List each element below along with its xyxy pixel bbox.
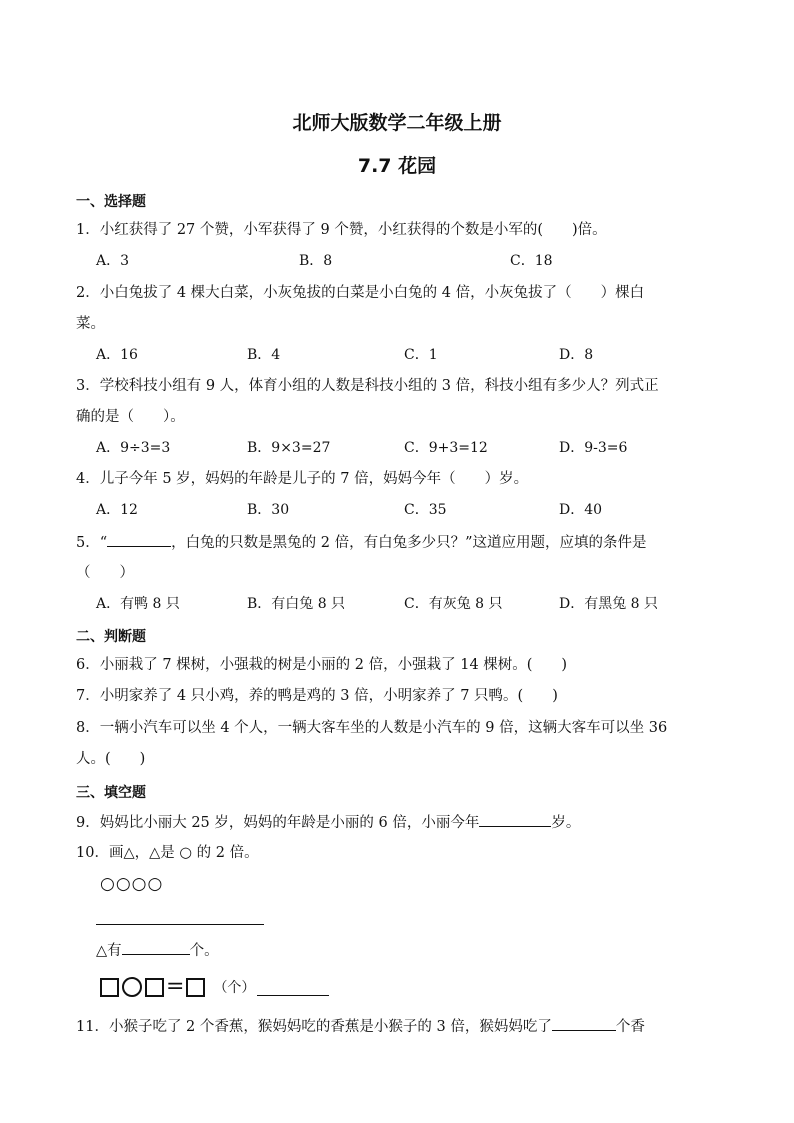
q2-option-c: C．1 bbox=[404, 347, 438, 363]
q4-option-c: C．35 bbox=[404, 502, 447, 518]
equals-sign: = bbox=[166, 974, 185, 999]
unit-label: （个） bbox=[213, 980, 256, 996]
q10-equation-row bbox=[100, 974, 329, 1000]
question-2-line-2: 菜。 bbox=[76, 316, 105, 332]
q1-option-a: A．3 bbox=[96, 253, 130, 269]
q10-answer-blank bbox=[257, 979, 329, 996]
q11-suffix: 个香 bbox=[615, 1019, 645, 1035]
q10-tri-suffix: 个。 bbox=[189, 943, 219, 959]
q2-option-b: B．4 bbox=[247, 347, 281, 363]
question-6: 6．小丽栽了 7 棵树，小强栽的树是小丽的 2 倍，小强栽了 14 棵树。( ) bbox=[76, 657, 568, 673]
question-8-line-2: 人。( ) bbox=[76, 751, 146, 767]
equation-circle-operator bbox=[122, 977, 142, 997]
question-9 bbox=[76, 812, 580, 833]
q4-option-b: B．30 bbox=[247, 502, 290, 518]
q4-option-d: D．40 bbox=[559, 502, 603, 518]
q5-prefix: 5．“ bbox=[76, 535, 108, 551]
q1-option-c: C．18 bbox=[510, 253, 553, 269]
question-2-line-1: 2．小白兔拔了 4 棵大白菜，小灰兔拔的白菜是小白兔的 4 倍，小灰兔拔了（ ）棵白 bbox=[76, 285, 645, 301]
q9-suffix: 岁。 bbox=[551, 815, 581, 831]
question-1: 1．小红获得了 27 个赞，小军获得了 9 个赞，小红获得的个数是小军的( )倍。 bbox=[76, 222, 607, 238]
question-8-line-1: 8．一辆小汽车可以坐 4 个人，一辆大客车坐的人数是小汽车的 9 倍，这辆大客车可以坐 36 bbox=[76, 720, 668, 736]
q10-drawing-line bbox=[96, 924, 264, 925]
q5-option-a: A．有鸭 8 只 bbox=[96, 596, 180, 612]
question-7: 7．小明家养了 4 只小鸡，养的鸭是鸡的 3 倍，小明家养了 7 只鸭。( ) bbox=[76, 688, 558, 704]
q5-answer-blank bbox=[107, 532, 171, 547]
q3-option-c: C．9+3=12 bbox=[404, 440, 488, 456]
equation-square-box bbox=[100, 978, 119, 997]
q9-prefix: 9．妈妈比小丽大 25 岁，妈妈的年龄是小丽的 6 倍，小丽今年 bbox=[76, 815, 480, 831]
q1-option-b: B．8 bbox=[299, 253, 333, 269]
question-11 bbox=[76, 1016, 645, 1037]
q5-option-d: D．有黑兔 8 只 bbox=[559, 596, 659, 612]
equation-result-box bbox=[186, 978, 205, 997]
section-heading-fill: 三、填空题 bbox=[76, 785, 146, 801]
q3-option-a: A．9÷3=3 bbox=[96, 440, 171, 456]
question-5-line-2: （ ） bbox=[76, 565, 134, 581]
q4-option-a: A．12 bbox=[96, 502, 138, 518]
question-5-line-1 bbox=[76, 532, 647, 553]
q5-option-c: C．有灰兔 8 只 bbox=[404, 596, 503, 612]
page-subtitle: 7.7 花园 bbox=[357, 155, 437, 177]
q3-option-d: D．9-3=6 bbox=[559, 440, 628, 456]
question-3-line-2: 确的是（ ）。 bbox=[76, 409, 185, 425]
q10-tri-prefix: △有 bbox=[96, 943, 122, 959]
q2-option-a: A．16 bbox=[96, 347, 138, 363]
section-heading-choice: 一、选择题 bbox=[76, 194, 146, 210]
q10-triangle-blank bbox=[122, 940, 190, 955]
q9-answer-blank bbox=[479, 812, 551, 827]
q2-option-d: D．8 bbox=[559, 347, 594, 363]
q11-answer-blank bbox=[552, 1016, 616, 1031]
question-10: 10．画△，△是 ○ 的 2 倍。 bbox=[76, 845, 259, 861]
question-3-line-1: 3．学校科技小组有 9 人，体育小组的人数是科技小组的 3 倍，科技小组有多少人？列式正 bbox=[76, 378, 659, 394]
q5-option-b: B．有白兔 8 只 bbox=[247, 596, 346, 612]
equation-square-box bbox=[145, 978, 164, 997]
q5-suffix: ，白兔的只数是黑兔的 2 倍，有白兔多少只？”这道应用题，应填的条件是 bbox=[171, 535, 647, 551]
q11-prefix: 11．小猴子吃了 2 个香蕉，猴妈妈吃的香蕉是小猴子的 3 倍，猴妈妈吃了 bbox=[76, 1019, 552, 1035]
q10-circles-row: ○○○○ bbox=[100, 874, 164, 894]
section-heading-judge: 二、判断题 bbox=[76, 629, 146, 645]
q3-option-b: B．9×3=27 bbox=[247, 440, 331, 456]
question-4: 4．儿子今年 5 岁，妈妈的年龄是儿子的 7 倍，妈妈今年（ ）岁。 bbox=[76, 471, 529, 487]
q10-triangle-count bbox=[96, 940, 219, 961]
page-title: 北师大版数学二年级上册 bbox=[292, 112, 502, 134]
